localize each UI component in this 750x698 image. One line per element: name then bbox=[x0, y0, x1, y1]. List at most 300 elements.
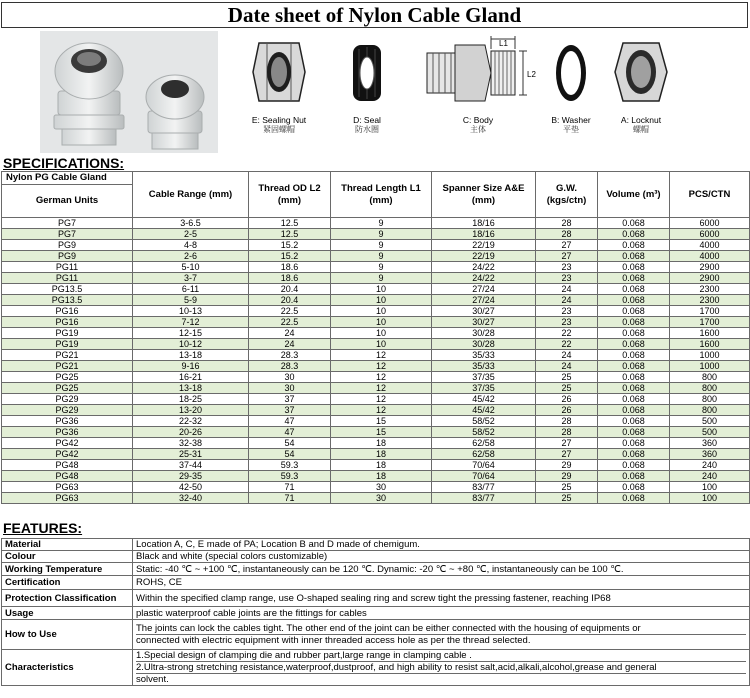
table-cell: 24/22 bbox=[432, 273, 536, 284]
table-cell: 37 bbox=[249, 394, 331, 405]
table-cell: 4000 bbox=[670, 251, 750, 262]
table-cell: 9 bbox=[331, 240, 432, 251]
table-cell: 83/77 bbox=[432, 493, 536, 504]
table-cell: 18 bbox=[331, 438, 432, 449]
header-cable-range: Cable Range (mm) bbox=[133, 172, 249, 218]
table-cell: 23 bbox=[536, 262, 598, 273]
feature-line: 1.Special design of clamping die and rubber part,large range in clamping cable . bbox=[136, 650, 472, 661]
table-cell: 28 bbox=[536, 427, 598, 438]
table-row bbox=[2, 383, 750, 394]
table-cell: 30 bbox=[331, 493, 432, 504]
table-cell: 0.068 bbox=[598, 350, 670, 361]
feature-row bbox=[2, 539, 750, 551]
table-cell: 800 bbox=[670, 372, 750, 383]
table-cell: 24/22 bbox=[432, 262, 536, 273]
part-label-cn: 主体 bbox=[470, 125, 486, 134]
table-cell: PG9 bbox=[2, 251, 133, 262]
table-cell: 18 bbox=[331, 449, 432, 460]
table-cell: PG21 bbox=[2, 350, 133, 361]
table-row bbox=[2, 317, 750, 328]
table-cell: 20.4 bbox=[249, 284, 331, 295]
specifications-body bbox=[2, 218, 750, 504]
table-cell: 10 bbox=[331, 328, 432, 339]
feature-row bbox=[2, 650, 750, 686]
table-cell: PG11 bbox=[2, 273, 133, 284]
table-cell: PG7 bbox=[2, 218, 133, 229]
table-row bbox=[2, 405, 750, 416]
table-cell: 0.068 bbox=[598, 383, 670, 394]
table-row bbox=[2, 350, 750, 361]
table-cell: 70/64 bbox=[432, 471, 536, 482]
table-cell: 0.068 bbox=[598, 339, 670, 350]
header-thread-od: Thread OD L2 (mm) bbox=[249, 172, 331, 218]
table-cell: 29 bbox=[536, 471, 598, 482]
feature-key: Characteristics bbox=[2, 650, 133, 686]
feature-value bbox=[133, 551, 750, 563]
table-cell: 24 bbox=[249, 339, 331, 350]
header-german-units: German Units bbox=[2, 185, 133, 218]
table-row bbox=[2, 471, 750, 482]
table-cell: 25-31 bbox=[133, 449, 249, 460]
feature-line: ROHS, CE bbox=[136, 577, 182, 588]
table-cell: 5-9 bbox=[133, 295, 249, 306]
table-cell: 45/42 bbox=[432, 405, 536, 416]
seal-icon bbox=[347, 31, 387, 113]
table-cell: 28 bbox=[536, 416, 598, 427]
product-photo bbox=[40, 31, 218, 153]
table-cell: 27/24 bbox=[432, 284, 536, 295]
locknut-icon bbox=[611, 31, 671, 113]
table-cell: 2900 bbox=[670, 273, 750, 284]
table-cell: 22.5 bbox=[249, 317, 331, 328]
table-cell: 71 bbox=[249, 493, 331, 504]
table-cell: 37-44 bbox=[133, 460, 249, 471]
table-cell: 58/52 bbox=[432, 427, 536, 438]
part-seal bbox=[336, 31, 398, 153]
table-cell: 4-8 bbox=[133, 240, 249, 251]
table-cell: 12.5 bbox=[249, 229, 331, 240]
table-cell: PG63 bbox=[2, 493, 133, 504]
table-cell: 25 bbox=[536, 493, 598, 504]
table-cell: 0.068 bbox=[598, 449, 670, 460]
table-cell: PG25 bbox=[2, 372, 133, 383]
table-cell: 9 bbox=[331, 273, 432, 284]
table-cell: 0.068 bbox=[598, 438, 670, 449]
part-label: D: Seal bbox=[353, 115, 381, 125]
table-cell: 26 bbox=[536, 394, 598, 405]
table-cell: 3-7 bbox=[133, 273, 249, 284]
table-cell: 0.068 bbox=[598, 394, 670, 405]
table-cell: 12 bbox=[331, 383, 432, 394]
table-cell: 20-26 bbox=[133, 427, 249, 438]
table-row bbox=[2, 361, 750, 372]
table-cell: 30 bbox=[249, 372, 331, 383]
table-cell: 240 bbox=[670, 460, 750, 471]
table-cell: 12 bbox=[331, 372, 432, 383]
table-cell: PG19 bbox=[2, 328, 133, 339]
table-row bbox=[2, 262, 750, 273]
dimension-l1: L1 bbox=[499, 39, 508, 48]
feature-row bbox=[2, 607, 750, 620]
table-cell: 3-6.5 bbox=[133, 218, 249, 229]
part-locknut bbox=[606, 31, 676, 153]
part-label: C: Body bbox=[462, 115, 494, 125]
table-cell: 12 bbox=[331, 394, 432, 405]
table-cell: 360 bbox=[670, 438, 750, 449]
table-cell: PG63 bbox=[2, 482, 133, 493]
feature-line: Within the specified clamp range, use O-shaped sealing ring and screw tight the pressing fastener, reaching IP68 bbox=[136, 592, 611, 604]
table-cell: PG7 bbox=[2, 229, 133, 240]
table-cell: 62/58 bbox=[432, 438, 536, 449]
table-cell: 28 bbox=[536, 229, 598, 240]
part-label-cn: 防水圈 bbox=[355, 125, 379, 134]
table-row bbox=[2, 482, 750, 493]
table-cell: 37 bbox=[249, 405, 331, 416]
table-cell: 59.3 bbox=[249, 460, 331, 471]
features-table bbox=[1, 538, 750, 686]
table-cell: 27 bbox=[536, 449, 598, 460]
table-cell: 1600 bbox=[670, 328, 750, 339]
feature-value bbox=[133, 620, 750, 650]
table-cell: 10 bbox=[331, 306, 432, 317]
table-cell: 24 bbox=[536, 295, 598, 306]
part-label-cn: 紧固螺帽 bbox=[263, 125, 295, 134]
table-cell: 47 bbox=[249, 427, 331, 438]
table-cell: 18/16 bbox=[432, 229, 536, 240]
table-cell: 30 bbox=[249, 383, 331, 394]
table-cell: 22.5 bbox=[249, 306, 331, 317]
table-cell: PG36 bbox=[2, 427, 133, 438]
table-cell: 0.068 bbox=[598, 218, 670, 229]
table-cell: 18.6 bbox=[249, 273, 331, 284]
feature-value bbox=[133, 650, 750, 686]
feature-key: Colour bbox=[2, 551, 133, 563]
table-cell: 2-5 bbox=[133, 229, 249, 240]
table-cell: 22 bbox=[536, 328, 598, 339]
feature-key: Working Temperature bbox=[2, 563, 133, 576]
feature-line: solvent. bbox=[136, 673, 746, 685]
table-cell: 28.3 bbox=[249, 350, 331, 361]
table-cell: 27 bbox=[536, 240, 598, 251]
table-cell: 12-15 bbox=[133, 328, 249, 339]
table-cell: 1000 bbox=[670, 350, 750, 361]
table-cell: 24 bbox=[249, 328, 331, 339]
table-row bbox=[2, 284, 750, 295]
table-cell: PG11 bbox=[2, 262, 133, 273]
table-cell: 37/35 bbox=[432, 372, 536, 383]
table-cell: 0.068 bbox=[598, 460, 670, 471]
table-cell: 0.068 bbox=[598, 262, 670, 273]
header-thread-length: Thread Length L1 (mm) bbox=[331, 172, 432, 218]
feature-line: Static: -40 ℃ ~ +100 ℃, instantaneously can be 120 ℃. Dynamic: -20 ℃ ~ +80 ℃, instantaneously can be 100 ℃. bbox=[136, 563, 624, 575]
table-cell: 9-16 bbox=[133, 361, 249, 372]
table-cell: 0.068 bbox=[598, 284, 670, 295]
table-row bbox=[2, 273, 750, 284]
table-cell: 18/16 bbox=[432, 218, 536, 229]
table-cell: 24 bbox=[536, 361, 598, 372]
table-cell: 360 bbox=[670, 449, 750, 460]
parts-diagram bbox=[228, 31, 748, 153]
table-cell: 9 bbox=[331, 251, 432, 262]
part-label: A: Locknut bbox=[620, 115, 662, 125]
table-cell: 1600 bbox=[670, 339, 750, 350]
table-cell: 0.068 bbox=[598, 273, 670, 284]
table-cell: 30/27 bbox=[432, 306, 536, 317]
table-row bbox=[2, 218, 750, 229]
table-cell: 0.068 bbox=[598, 471, 670, 482]
table-cell: 10 bbox=[331, 339, 432, 350]
table-cell: 4000 bbox=[670, 240, 750, 251]
table-cell: 0.068 bbox=[598, 405, 670, 416]
table-cell: 15.2 bbox=[249, 251, 331, 262]
table-cell: 71 bbox=[249, 482, 331, 493]
table-cell: PG13.5 bbox=[2, 284, 133, 295]
table-cell: 0.068 bbox=[598, 317, 670, 328]
table-row bbox=[2, 295, 750, 306]
table-cell: PG48 bbox=[2, 460, 133, 471]
table-cell: 25 bbox=[536, 372, 598, 383]
table-cell: 15 bbox=[331, 416, 432, 427]
table-cell: 13-18 bbox=[133, 350, 249, 361]
table-row bbox=[2, 460, 750, 471]
table-cell: 16-21 bbox=[133, 372, 249, 383]
table-cell: 29 bbox=[536, 460, 598, 471]
table-cell: 32-38 bbox=[133, 438, 249, 449]
table-row bbox=[2, 339, 750, 350]
table-cell: 0.068 bbox=[598, 361, 670, 372]
feature-row bbox=[2, 590, 750, 607]
table-cell: 0.068 bbox=[598, 482, 670, 493]
table-row bbox=[2, 251, 750, 262]
feature-line: plastic waterproof cable joints are the fittings for cables bbox=[136, 607, 367, 619]
feature-value bbox=[133, 607, 750, 620]
table-row bbox=[2, 394, 750, 405]
table-cell: 0.068 bbox=[598, 251, 670, 262]
table-cell: 23 bbox=[536, 317, 598, 328]
table-cell: 0.068 bbox=[598, 295, 670, 306]
table-cell: 24 bbox=[536, 350, 598, 361]
table-cell: PG16 bbox=[2, 306, 133, 317]
table-cell: 70/64 bbox=[432, 460, 536, 471]
table-cell: 22/19 bbox=[432, 240, 536, 251]
feature-value bbox=[133, 590, 750, 607]
table-row bbox=[2, 328, 750, 339]
feature-line: Location A, C, E made of PA; Location B and D made of chemigum. bbox=[136, 539, 420, 550]
table-cell: 59.3 bbox=[249, 471, 331, 482]
features-body bbox=[2, 539, 750, 686]
table-cell: 54 bbox=[249, 449, 331, 460]
table-cell: PG29 bbox=[2, 394, 133, 405]
table-cell: 0.068 bbox=[598, 240, 670, 251]
table-cell: 100 bbox=[670, 482, 750, 493]
table-cell: 45/42 bbox=[432, 394, 536, 405]
table-cell: 18 bbox=[331, 471, 432, 482]
page-title: Date sheet of Nylon Cable Gland bbox=[227, 3, 522, 27]
header-volume: Volume (m³) bbox=[598, 172, 670, 218]
table-cell: PG25 bbox=[2, 383, 133, 394]
table-cell: 22 bbox=[536, 339, 598, 350]
table-cell: 2-6 bbox=[133, 251, 249, 262]
table-cell: 1000 bbox=[670, 361, 750, 372]
table-cell: 0.068 bbox=[598, 306, 670, 317]
table-cell: PG13.5 bbox=[2, 295, 133, 306]
table-cell: 5-10 bbox=[133, 262, 249, 273]
specifications-heading: SPECIFICATIONS: bbox=[3, 155, 125, 171]
table-cell: 18-25 bbox=[133, 394, 249, 405]
table-cell: 12 bbox=[331, 361, 432, 372]
table-cell: PG29 bbox=[2, 405, 133, 416]
table-row bbox=[2, 449, 750, 460]
table-cell: 30 bbox=[331, 482, 432, 493]
part-sealing-nut bbox=[238, 31, 320, 153]
feature-row bbox=[2, 551, 750, 563]
table-cell: PG42 bbox=[2, 449, 133, 460]
table-cell: 6000 bbox=[670, 229, 750, 240]
table-cell: 28 bbox=[536, 218, 598, 229]
table-cell: 0.068 bbox=[598, 372, 670, 383]
table-cell: 37/35 bbox=[432, 383, 536, 394]
feature-row bbox=[2, 576, 750, 590]
table-cell: 800 bbox=[670, 383, 750, 394]
header-pcs: PCS/CTN bbox=[670, 172, 750, 218]
table-cell: 800 bbox=[670, 405, 750, 416]
table-cell: 9 bbox=[331, 229, 432, 240]
table-cell: 9 bbox=[331, 262, 432, 273]
table-cell: 47 bbox=[249, 416, 331, 427]
table-cell: 35/33 bbox=[432, 350, 536, 361]
table-cell: 7-12 bbox=[133, 317, 249, 328]
table-cell: 25 bbox=[536, 383, 598, 394]
feature-value bbox=[133, 539, 750, 551]
table-cell: 2900 bbox=[670, 262, 750, 273]
table-row bbox=[2, 229, 750, 240]
table-cell: 10 bbox=[331, 284, 432, 295]
part-body bbox=[418, 31, 538, 153]
feature-line: 2.Ultra-strong stretching resistance,waterproof,dustproof, and high ability to resist salt,acid,alkali,alcohol,grease and general bbox=[136, 661, 746, 673]
table-cell: 25 bbox=[536, 482, 598, 493]
table-cell: 35/33 bbox=[432, 361, 536, 372]
table-cell: 54 bbox=[249, 438, 331, 449]
table-cell: 1700 bbox=[670, 317, 750, 328]
table-cell: PG16 bbox=[2, 317, 133, 328]
table-cell: PG48 bbox=[2, 471, 133, 482]
feature-key: Usage bbox=[2, 607, 133, 620]
table-cell: 10 bbox=[331, 317, 432, 328]
table-cell: 22/19 bbox=[432, 251, 536, 262]
feature-row bbox=[2, 620, 750, 650]
table-cell: PG42 bbox=[2, 438, 133, 449]
specifications-table bbox=[1, 171, 750, 504]
table-cell: 0.068 bbox=[598, 229, 670, 240]
table-cell: 240 bbox=[670, 471, 750, 482]
table-cell: 29-35 bbox=[133, 471, 249, 482]
feature-line: The joints can lock the cables tight. The other end of the joint can be either connected with the housing of equipments or bbox=[136, 623, 641, 634]
table-cell: 13-18 bbox=[133, 383, 249, 394]
table-cell: 9 bbox=[331, 218, 432, 229]
table-cell: 0.068 bbox=[598, 493, 670, 504]
table-cell: 30/28 bbox=[432, 339, 536, 350]
table-cell: 32-40 bbox=[133, 493, 249, 504]
part-label: E: Sealing Nut bbox=[251, 115, 307, 125]
features-heading: FEATURES: bbox=[3, 520, 83, 536]
part-label: B: Washer bbox=[551, 115, 591, 125]
table-cell: 12.5 bbox=[249, 218, 331, 229]
table-cell: 10-12 bbox=[133, 339, 249, 350]
feature-line: Black and white (special colors customizable) bbox=[136, 551, 328, 562]
feature-key: How to Use bbox=[2, 620, 133, 650]
body-icon bbox=[419, 31, 537, 113]
feature-line: connected with electric equipment with inner threaded access hole as per the thread selected. bbox=[136, 634, 746, 646]
table-cell: 12 bbox=[331, 350, 432, 361]
table-cell: 18.6 bbox=[249, 262, 331, 273]
table-cell: 0.068 bbox=[598, 427, 670, 438]
header-gw: G.W. (kgs/ctn) bbox=[536, 172, 598, 218]
feature-value bbox=[133, 576, 750, 590]
table-cell: 30/27 bbox=[432, 317, 536, 328]
table-cell: 30/28 bbox=[432, 328, 536, 339]
table-cell: 42-50 bbox=[133, 482, 249, 493]
part-label-cn: 螺帽 bbox=[633, 125, 649, 134]
table-cell: 20.4 bbox=[249, 295, 331, 306]
table-row bbox=[2, 372, 750, 383]
table-cell: 6-11 bbox=[133, 284, 249, 295]
table-cell: 500 bbox=[670, 427, 750, 438]
table-cell: PG19 bbox=[2, 339, 133, 350]
header-spanner-size: Spanner Size A&E (mm) bbox=[432, 172, 536, 218]
table-cell: 26 bbox=[536, 405, 598, 416]
table-cell: 13-20 bbox=[133, 405, 249, 416]
washer-icon bbox=[551, 31, 591, 113]
table-cell: 0.068 bbox=[598, 328, 670, 339]
table-cell: 18 bbox=[331, 460, 432, 471]
table-cell: 23 bbox=[536, 273, 598, 284]
table-cell: 10-13 bbox=[133, 306, 249, 317]
part-washer bbox=[540, 31, 602, 153]
table-row bbox=[2, 416, 750, 427]
part-label-cn: 平垫 bbox=[563, 125, 579, 134]
cable-gland-photo-icon bbox=[40, 31, 218, 153]
table-cell: 27 bbox=[536, 438, 598, 449]
table-cell: 6000 bbox=[670, 218, 750, 229]
table-cell: 15 bbox=[331, 427, 432, 438]
table-cell: 500 bbox=[670, 416, 750, 427]
feature-key: Certification bbox=[2, 576, 133, 590]
table-cell: 2300 bbox=[670, 284, 750, 295]
sealing-nut-icon bbox=[249, 31, 309, 113]
table-cell: 27/24 bbox=[432, 295, 536, 306]
table-cell: 1700 bbox=[670, 306, 750, 317]
table-row bbox=[2, 240, 750, 251]
feature-value bbox=[133, 563, 750, 576]
table-cell: PG36 bbox=[2, 416, 133, 427]
table-cell: 10 bbox=[331, 295, 432, 306]
table-cell: 24 bbox=[536, 284, 598, 295]
table-cell: 28.3 bbox=[249, 361, 331, 372]
table-cell: 27 bbox=[536, 251, 598, 262]
table-row bbox=[2, 493, 750, 504]
dimension-l2: L2 bbox=[527, 70, 536, 79]
table-cell: 62/58 bbox=[432, 449, 536, 460]
table-row bbox=[2, 306, 750, 317]
table-row bbox=[2, 438, 750, 449]
table-cell: 12 bbox=[331, 405, 432, 416]
table-cell: 100 bbox=[670, 493, 750, 504]
table-cell: PG21 bbox=[2, 361, 133, 372]
table-cell: 22-32 bbox=[133, 416, 249, 427]
title-bar bbox=[1, 2, 748, 28]
table-cell: 0.068 bbox=[598, 416, 670, 427]
table-cell: 58/52 bbox=[432, 416, 536, 427]
